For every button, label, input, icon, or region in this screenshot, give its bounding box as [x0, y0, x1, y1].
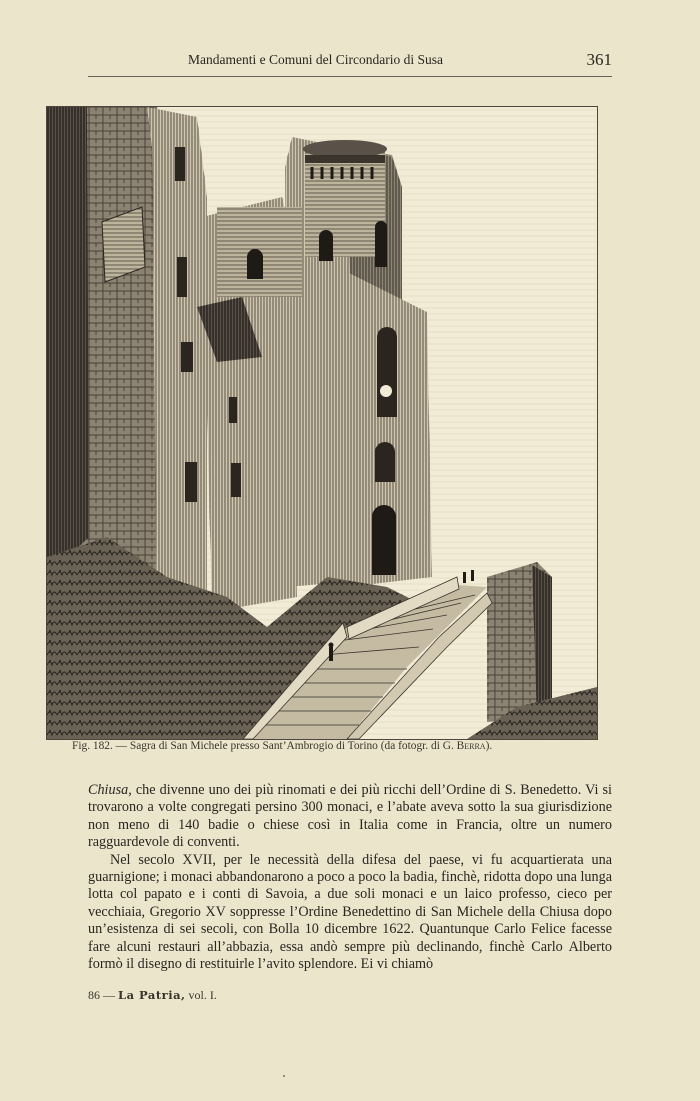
print-speck	[283, 1075, 285, 1077]
signature-volume: vol. I.	[185, 988, 217, 1002]
header-rule	[88, 76, 612, 77]
paragraph-1-lead: Chiusa,	[88, 782, 132, 798]
body-text	[88, 782, 612, 973]
page-number: 361	[586, 50, 612, 69]
signature-brand: La Patria,	[118, 988, 186, 1002]
paragraph-1	[88, 782, 612, 852]
running-title: Mandamenti e Comuni del Circondario di Susa	[188, 52, 443, 67]
signature-line	[88, 988, 388, 1003]
engraving-figure	[46, 106, 598, 740]
signature-sheet: 86 —	[88, 988, 118, 1002]
abbey-engraving	[47, 107, 597, 739]
figure-caption	[72, 740, 612, 752]
caption-main: Fig. 182. — Sagra di San Michele presso Sant’Ambrogio di Torino (da fotogr. di G.	[72, 740, 457, 752]
paragraph-2: Nel secolo XVII, per le necessità della difesa del paese, vi fu acquartierata una guarnigione; i monaci abbandonarono a poco a poco la badia, finchè, ridotta dopo una lunga lotta col papato e i conti di Savoia, a due soli monaci e un laico professo, cieco per vecchiaia, Gregorio XV soppresse l’Ordine Benedettino di San Michele della Chiusa dopo un’esistenza di sei secoli, con Bolla 10 dicembre 1622. Quantunque Carlo Felice facesse fare alcuni restauri all’abbazia, essa andò sempre più declinando, finchè Carlo Alberto formò il disegno di restituirle l’avito splendore. Ei vi chiamò	[88, 851, 612, 973]
caption-end: ).	[485, 740, 493, 752]
caption-credit: Berra	[456, 740, 486, 752]
running-header	[88, 50, 612, 72]
paragraph-1-rest: che divenne uno dei più rinomati e dei più ricchi dell’Ordine di S. Benedetto. Vi si trovarono a volte congregati persino 300 monaci, e l’abate aveva sotto la sua giurisdizione non meno di 140 badie o chiese così in Italia come in Francia, oltre un numero ragguardevole di conventi.	[88, 782, 612, 851]
